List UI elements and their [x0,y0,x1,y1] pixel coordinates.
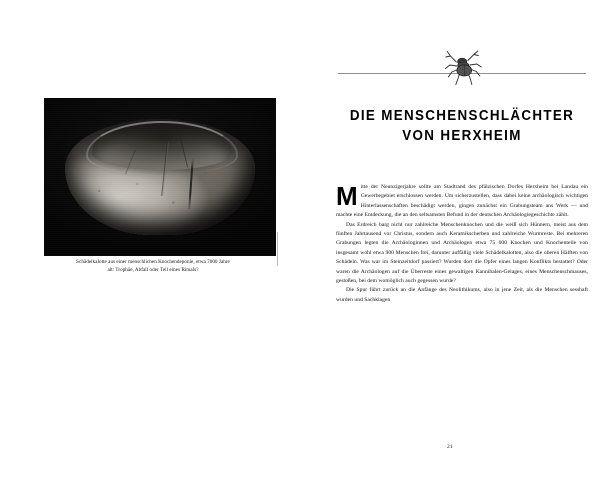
chapter-title-line-1: DIE MENSCHENSCHLÄCHTER [349,107,575,124]
body-paragraph [336,183,588,221]
figure-caption [28,258,278,275]
right-page [300,0,600,478]
beetle-icon [441,46,487,88]
drop-cap: M [336,181,358,211]
body-paragraph-text: itte der Neunzigerjahre sollte am Stadtrand des pfälzischen Dorfes Herxheim bei Landau ein Gewerbegebiet erschlossen werden. Um sicherzustellen, dass dabei keine archäologisch wichtigen Hinterlassenschaften beschädigt werden, gingen zunächst ein Grabungsteam ans Werk — und machte eine Entdeckung, die an den seltsamsten Befund in der deutschen Archäologiegeschichte zählt. [336,184,588,219]
body-paragraph [336,221,588,287]
page-number: 21 [447,444,453,450]
chapter-ornament [338,46,586,88]
skull-calotte-photograph [44,98,276,256]
figure-caption-line-1: Schädelkalotte aus einer menschlichen Knochendeponie, etwa 7000 Jahre [76,259,230,265]
body-paragraph [336,286,588,305]
body-paragraph-text: Das Erdreich barg nicht nur zahlreiche Menschenknochen und die weiß sich Hünnern, meist aus dem fünften Jahrtausend vor Christus, sondern auch Keramikscherben und zahlreiche Wurmreste. Bei mehreren Grabungen legten die Archäologinnen und Archäologen etwa 75 000 Knochen und Knochenteile von insgesamt wohl etwa 900 Menschen frei, darunter auffällig viele Schädelkalotten, also die oberen Hälften von Schädeln. Was war im Steinzeitdorf passiert? Wurden dort die Opfer eines langen Konflikts bestattet? Oder waren die Archäologen auf die Überreste eines gewaltigen Kannibalen-Gelages, eines Menschenschmauses, gestoßen, bei dem womöglich auch gegessen wurde? [336,221,588,285]
chapter-body-text [336,183,588,305]
chapter-title [332,106,592,146]
figure-caption-line-2: alt: Trophäe, Abfall oder Teil eines Rituals? [107,267,199,274]
chapter-title-line-2: VON HERXHEIM [402,127,522,144]
body-paragraph-text: Die Spur führt zurück an die Anfänge des Neolithikums, also in jene Zeit, als die Menschen sesshaft wurden und Sachklagen [336,287,588,303]
